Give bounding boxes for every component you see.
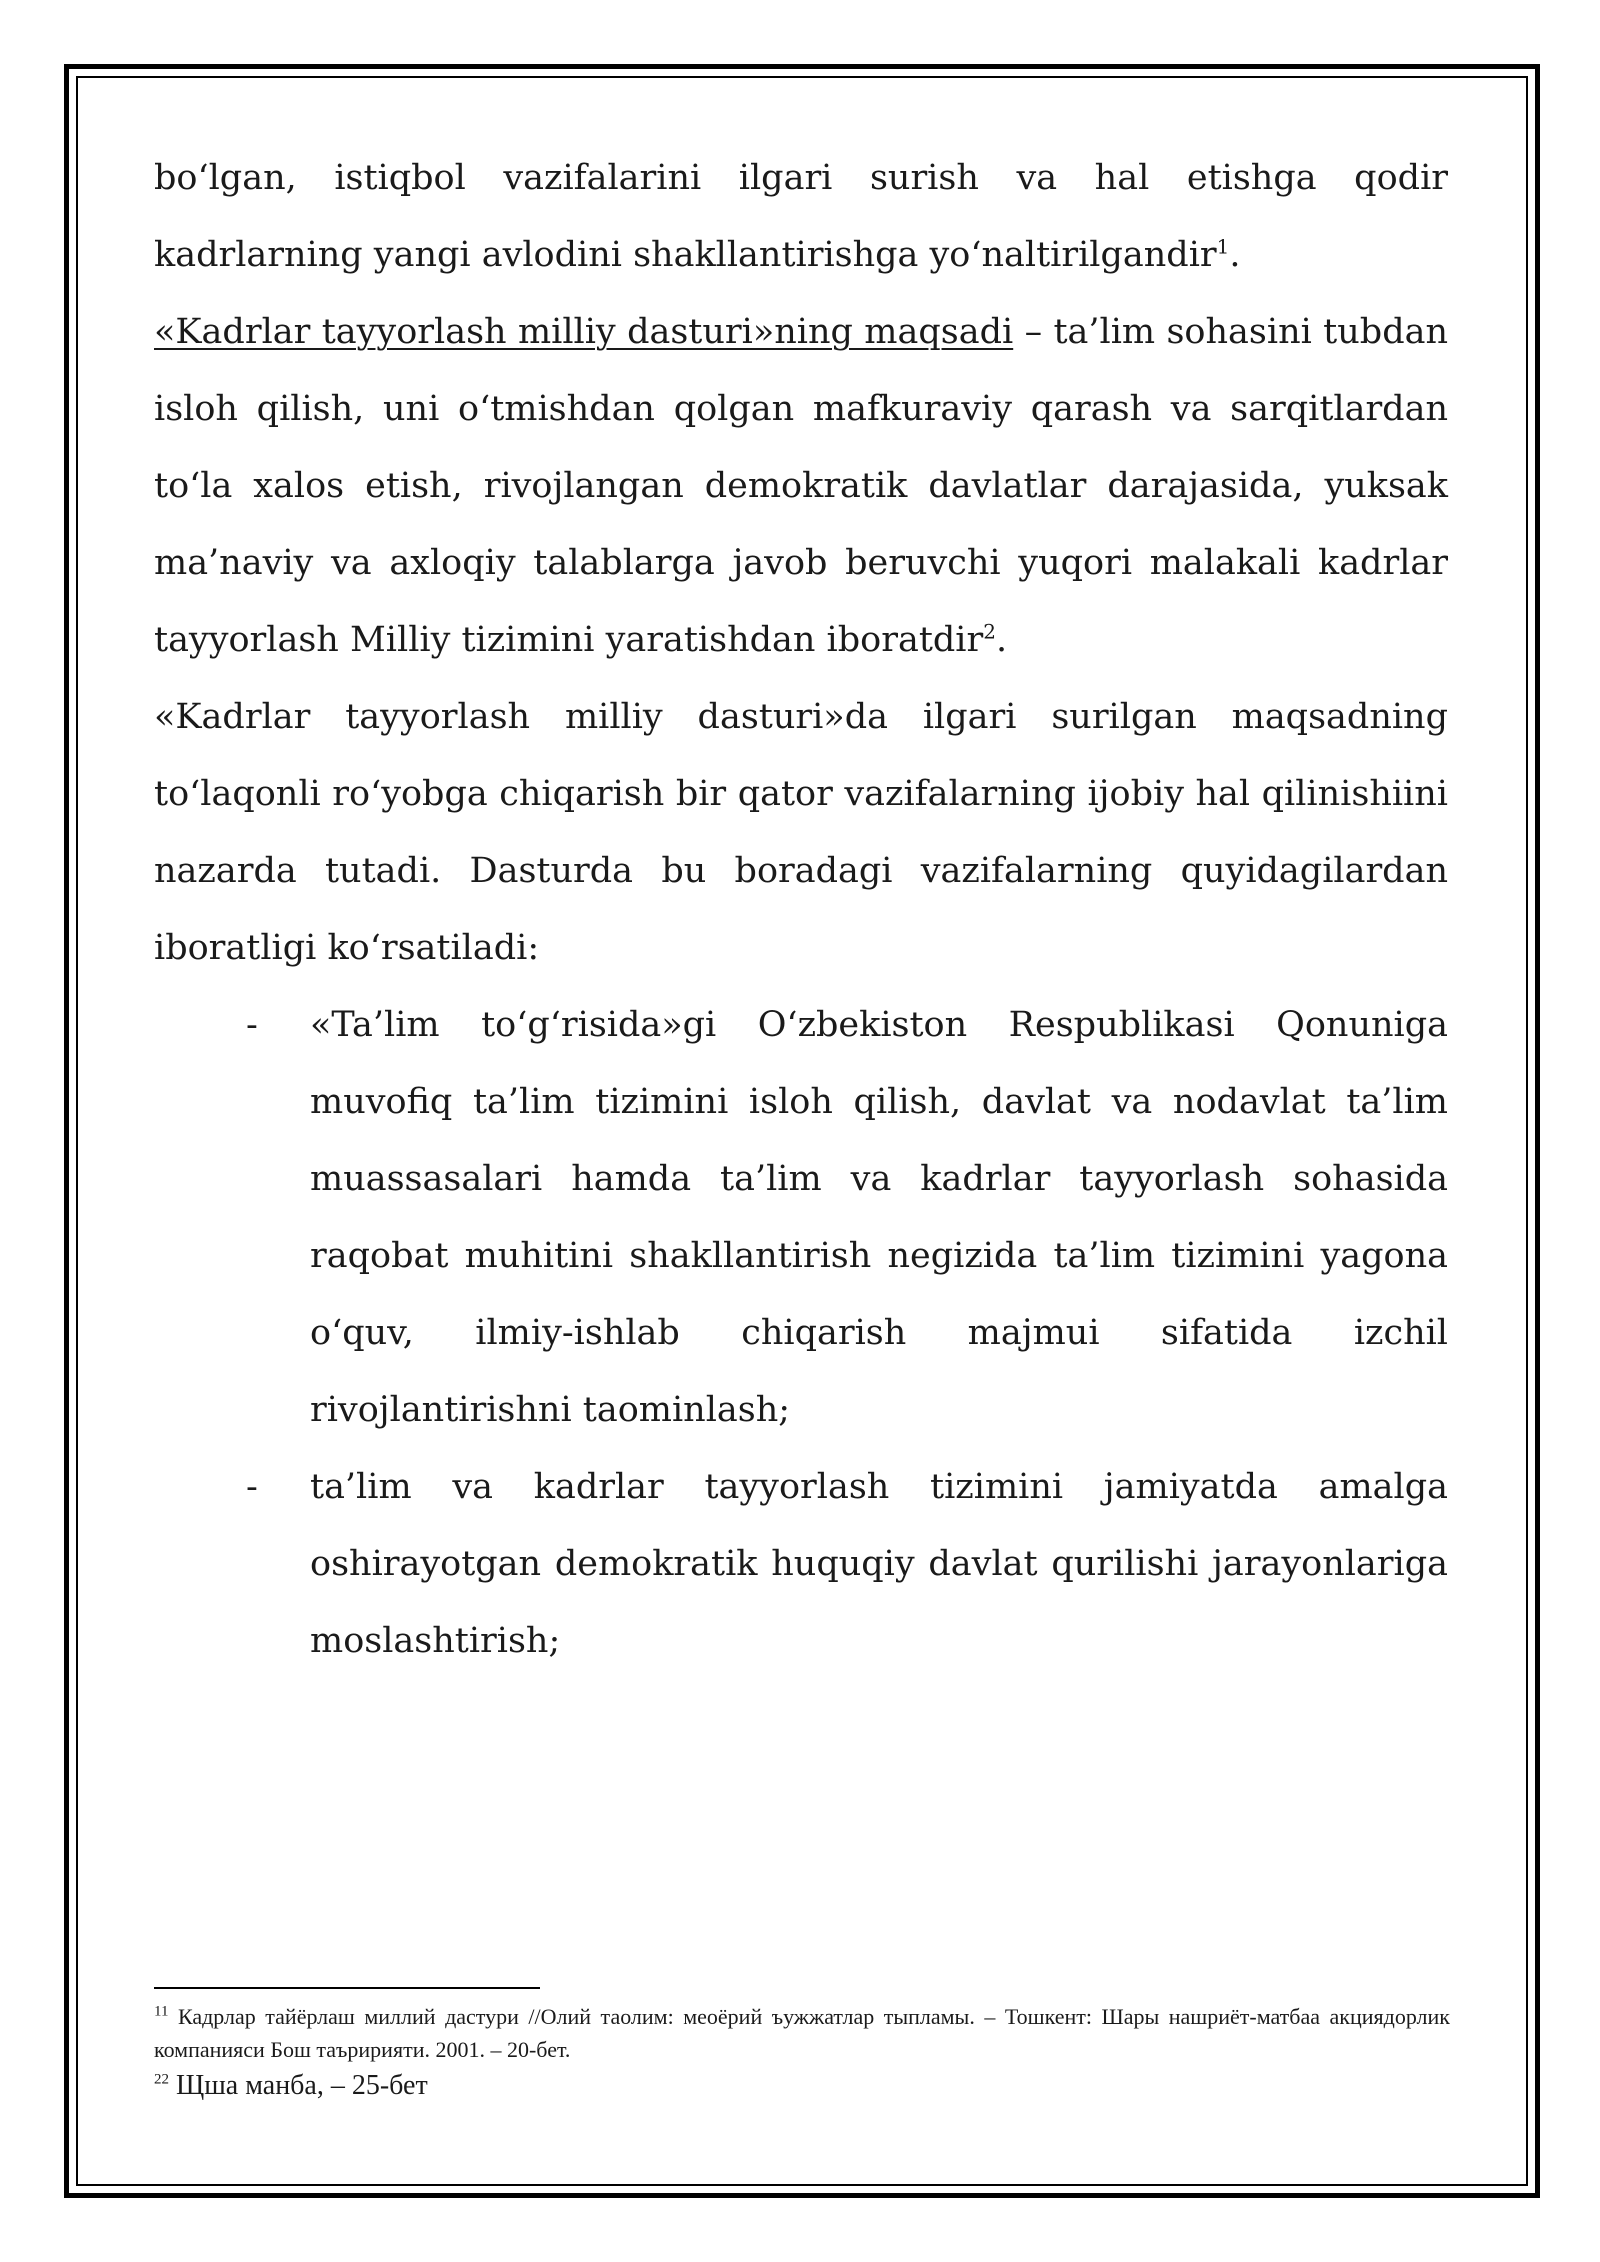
- list-item-text: «Ta’lim to‘g‘risida»gi O‘zbekiston Respublikasi Qonuniga muvofiq ta’lim tizimini isloh qilish, davlat va nodavlat ta’lim muassasalari hamda ta’lim va kadrlar tayyorlash sohasida raqobat muhitini shakllantirish negizida ta’lim tizimini yagona o‘quv, ilmiy-ishlab chiqarish majmui sifatida izchil rivojlantirishni taominlash;: [310, 1005, 1448, 1430]
- footnote-1: [154, 2000, 1450, 2066]
- footnote-separator: [154, 1987, 540, 1989]
- footnote-1-text: Кадрлар тайёрлаш миллий дастури //Олий таолим: меоёрий ъужжатлар тыпламы. – Тошкент: Шары нашриёт-матбаа акциядорлик компанияси Бош таъририяти. 2001. – 20-бет.: [154, 2004, 1450, 2062]
- paragraph-1-end: .: [1229, 235, 1241, 275]
- paragraph-1-text: bo‘lgan, istiqbol vazifalarini ilgari surish va hal etishga qodir kadrlarning yangi avlodini shakllantirishga yo‘naltirilgandir: [154, 158, 1448, 275]
- paragraph-2-text: – ta’lim sohasini tubdan isloh qilish, uni o‘tmishdan qolgan mafkuraviy qarash va sarqitlardan to‘la xalos etish, rivojlangan demokratik davlatlar darajasida, yuksak ma’naviy va axloqiy talablarga javob beruvchi yuqori malakali kadrlar tayyorlash Milliy tizimini yaratishdan iboratdir: [154, 312, 1449, 660]
- footnote-2-text: Щша манба, – 25-бет: [169, 2070, 428, 2101]
- footnote-1-mark: 11: [154, 2003, 169, 2020]
- footnote-ref-1[interactable]: 1: [1216, 234, 1230, 259]
- list-dash: -: [246, 1467, 258, 1507]
- paragraph-1: [154, 140, 1448, 294]
- list-item-text: ta’lim va kadrlar tayyorlash tizimini jamiyatda amalga oshirayotgan demokratik huquqiy davlat qurilishi jarayonlariga moslashtirish;: [310, 1467, 1448, 1661]
- tasks-list: [154, 987, 1448, 1680]
- footnote-2-mark: 22: [154, 2071, 169, 2088]
- list-item: [154, 987, 1448, 1449]
- footnotes: [154, 2000, 1450, 2106]
- list-dash: -: [246, 1005, 258, 1045]
- list-item: [154, 1449, 1448, 1680]
- program-goal-heading: «Kadrlar tayyorlash milliy dasturi»ning maqsadi: [154, 312, 1014, 352]
- paragraph-2-end: .: [995, 620, 1008, 660]
- paragraph-3-text: «Kadrlar tayyorlash milliy dasturi»da ilgari surilgan maqsadning to‘laqonli ro‘yobga chiqarish bir qator vazifalarning ijobiy hal qilinishiini nazarda tutadi. Dasturda bu boradagi vazifalarning quyidagilardan iboratligi ko‘rsatiladi:: [154, 697, 1448, 968]
- footnote-ref-2[interactable]: 2: [983, 619, 996, 644]
- paragraph-3: [154, 679, 1448, 987]
- document-body: [154, 140, 1448, 1680]
- footnote-2: [154, 2066, 1450, 2106]
- paragraph-2: [154, 294, 1448, 679]
